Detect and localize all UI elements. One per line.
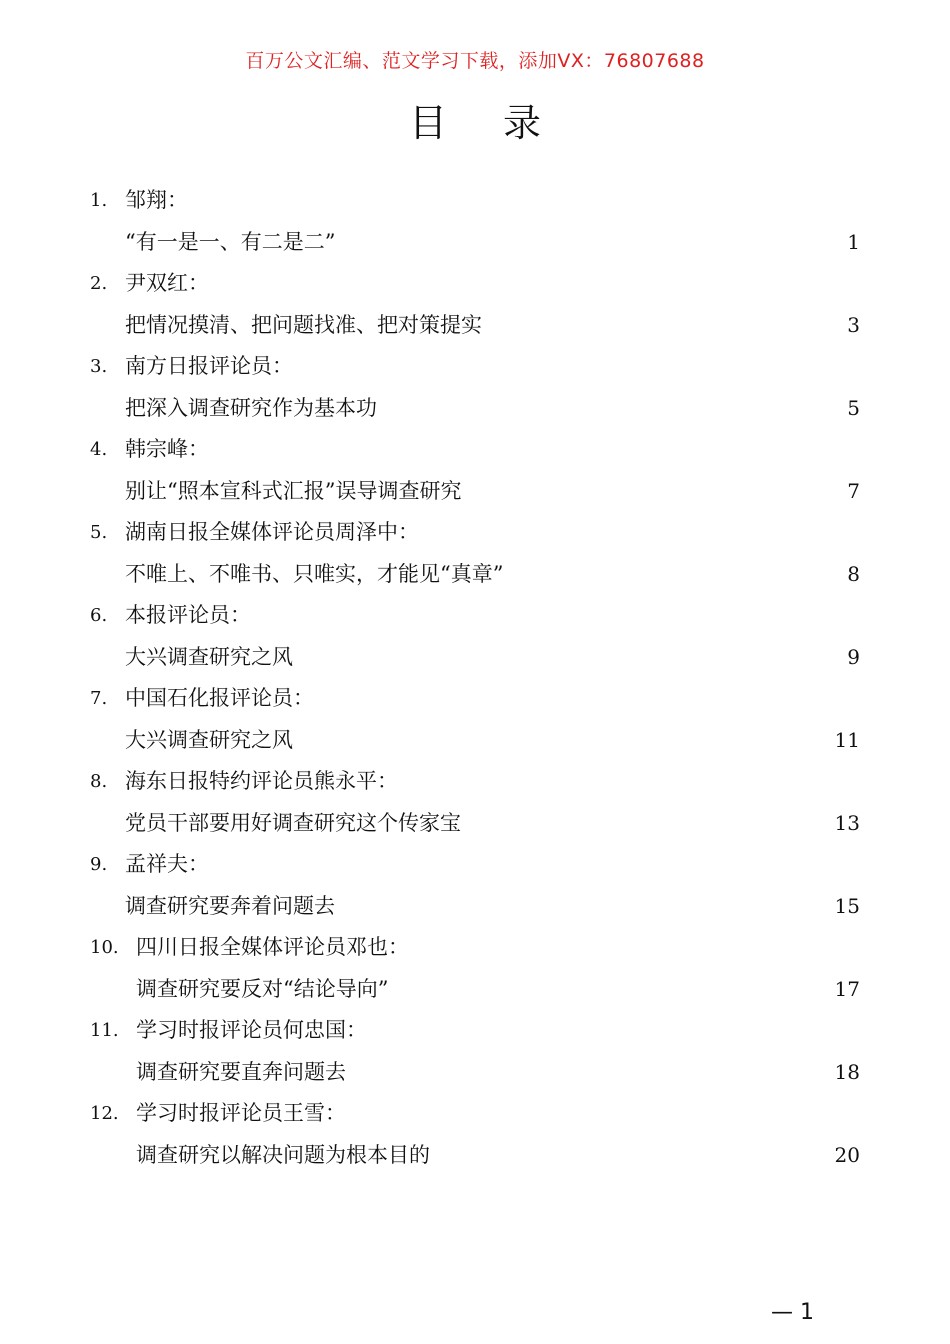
page-number: — 1 <box>771 1300 814 1325</box>
toc-entry-author: 四川日报全媒体评论员邓也： <box>136 935 409 959</box>
toc-entry-page: 18 <box>834 1059 860 1084</box>
page-title: 目 录 <box>408 101 564 145</box>
toc-entry-number: 2. <box>90 273 108 294</box>
toc-entry-page: 11 <box>834 727 860 752</box>
toc-entry-page: 17 <box>834 976 860 1001</box>
toc-entry[interactable] <box>90 595 860 678</box>
toc-entry-title[interactable]: 调查研究要奔着问题去 <box>125 893 335 918</box>
toc-entry-page: 20 <box>834 1142 860 1167</box>
toc-entry-author: 学习时报评论员何忠国： <box>136 1018 367 1042</box>
toc-entry[interactable] <box>90 263 860 346</box>
toc-entry[interactable] <box>90 844 860 927</box>
download-banner: 百万公文汇编、范文学习下载，添加VX：76807688 <box>245 50 705 72</box>
toc-entry-page: 8 <box>847 561 860 586</box>
toc-entry-author: 邹翔： <box>125 188 188 212</box>
toc-entry[interactable] <box>90 180 860 263</box>
toc-entry-title[interactable]: 别让“照本宣科式汇报”误导调查研究 <box>125 478 462 503</box>
toc-entry-number: 8. <box>90 771 108 792</box>
toc-entry-number: 4. <box>90 439 108 460</box>
toc-entry-title[interactable]: 不唯上、不唯书、只唯实，才能见“真章” <box>125 561 504 586</box>
toc-entry-number: 9. <box>90 854 108 875</box>
toc-entry[interactable] <box>90 761 860 844</box>
toc-entry-page: 5 <box>847 395 860 420</box>
toc-entry-title[interactable]: 把深入调查研究作为基本功 <box>125 395 377 420</box>
toc-entry-author: 本报评论员： <box>125 603 251 627</box>
toc-entry-title[interactable]: 调查研究以解决问题为根本目的 <box>136 1142 430 1167</box>
toc-entry-author: 韩宗峰： <box>125 437 209 461</box>
toc-entry-page: 9 <box>847 644 860 669</box>
toc-entry-title[interactable]: 调查研究要直奔问题去 <box>136 1059 346 1084</box>
toc-entry[interactable] <box>90 1093 860 1176</box>
toc-entry-number: 10. <box>90 937 119 958</box>
toc-entry-author: 湖南日报全媒体评论员周泽中： <box>125 520 419 544</box>
toc-entry[interactable] <box>90 1010 860 1093</box>
toc-entry-title[interactable]: 调查研究要反对“结论导向” <box>136 976 389 1001</box>
toc-entry[interactable] <box>90 346 860 429</box>
toc-entry[interactable] <box>90 678 860 761</box>
toc-entry-title[interactable]: 大兴调查研究之风 <box>125 644 293 669</box>
toc-entry-number: 3. <box>90 356 108 377</box>
toc-entry-title[interactable]: “有一是一、有二是二” <box>125 229 336 254</box>
toc-entry-number: 7. <box>90 688 108 709</box>
toc-entry-page: 7 <box>847 478 860 503</box>
toc-entry-page: 15 <box>834 893 860 918</box>
toc-entry-author: 孟祥夫： <box>125 852 209 876</box>
toc-entry-page: 3 <box>847 312 860 337</box>
table-of-contents <box>90 180 860 1176</box>
toc-entry-author: 学习时报评论员王雪： <box>136 1101 346 1125</box>
toc-entry-number: 5. <box>90 522 108 543</box>
toc-entry-author: 南方日报评论员： <box>125 354 293 378</box>
toc-entry-author: 中国石化报评论员： <box>125 686 314 710</box>
toc-entry-author: 海东日报特约评论员熊永平： <box>125 769 398 793</box>
toc-entry-title[interactable]: 大兴调查研究之风 <box>125 727 293 752</box>
toc-entry[interactable] <box>90 429 860 512</box>
toc-entry[interactable] <box>90 927 860 1010</box>
toc-entry-number: 6. <box>90 605 108 626</box>
toc-entry-page: 13 <box>834 810 860 835</box>
toc-entry-number: 1. <box>90 190 108 211</box>
toc-entry-title[interactable]: 党员干部要用好调查研究这个传家宝 <box>125 810 461 835</box>
toc-entry-number: 12. <box>90 1103 119 1124</box>
toc-entry[interactable] <box>90 512 860 595</box>
toc-entry-page: 1 <box>847 229 860 254</box>
toc-entry-title[interactable]: 把情况摸清、把问题找准、把对策提实 <box>125 312 482 337</box>
toc-entry-number: 11. <box>90 1020 119 1041</box>
toc-entry-author: 尹双红： <box>125 271 209 295</box>
